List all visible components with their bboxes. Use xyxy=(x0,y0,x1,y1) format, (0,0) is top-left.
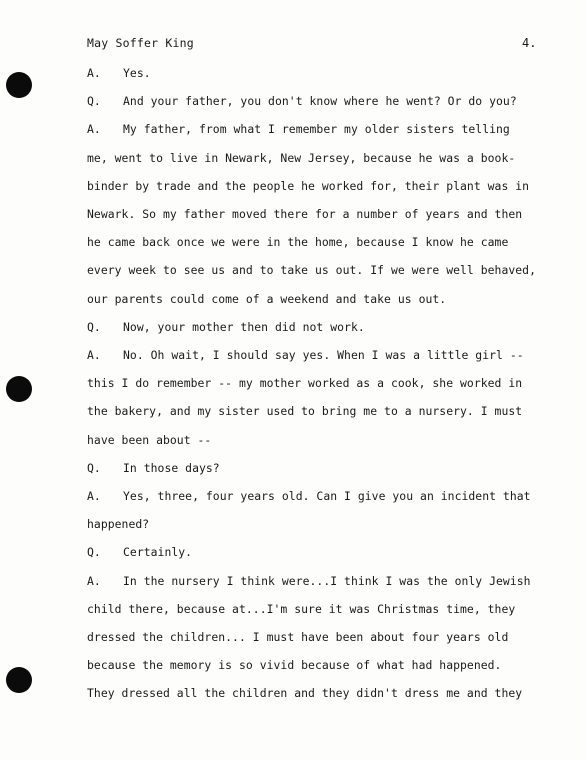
speaker-label: A. xyxy=(87,573,101,588)
speaker-label: Q. xyxy=(87,545,101,560)
speaker-label: A. xyxy=(87,122,101,137)
page-number: 4. xyxy=(522,36,537,50)
transcript-line xyxy=(87,602,515,616)
line-text: happened? xyxy=(87,517,150,532)
speaker-label: A. xyxy=(87,489,101,503)
speaker-label: A. xyxy=(87,66,101,80)
line-text: No. Oh wait, I should say yes. When I was a little girl -- xyxy=(123,348,524,362)
speaker-label: Q. xyxy=(87,319,101,334)
line-text: have been about -- xyxy=(87,432,212,447)
binder-hole-bottom xyxy=(6,667,32,693)
transcript-line xyxy=(87,489,531,503)
transcript-line xyxy=(87,263,536,277)
line-text: Newark. So my father moved there for a number of years and then xyxy=(87,207,523,221)
speaker-label: Q. xyxy=(87,460,101,475)
transcript-line xyxy=(87,630,508,644)
line-text: Certainly. xyxy=(123,545,193,560)
transcript-line xyxy=(87,66,151,80)
line-text: child there, because at...I'm sure it was Christmas time, they xyxy=(87,601,516,616)
line-text: Yes, three, four years old. Can I give you an incident that xyxy=(123,489,531,503)
line-text: My father, from what I remember my older sisters telling xyxy=(123,122,510,137)
transcript-line xyxy=(87,348,524,362)
transcript-line xyxy=(87,574,531,588)
line-text: Yes. xyxy=(123,66,151,80)
transcript-line xyxy=(87,545,192,559)
line-text: They dressed all the children and they didn't dress me and they xyxy=(87,686,523,701)
transcript-line xyxy=(87,433,211,447)
line-text: the bakery, and my sister used to bring me to a nursery. I must xyxy=(87,404,523,419)
transcript-line xyxy=(87,207,522,221)
binder-hole-top xyxy=(6,72,32,98)
line-text: dressed the children... I must have been about four years old xyxy=(87,630,509,644)
transcript-line xyxy=(87,122,510,136)
transcript-line xyxy=(87,320,365,334)
line-text: every week to see us and to take us out. If we were well behaved, xyxy=(87,263,537,278)
line-text: me, went to live in Newark, New Jersey, because he was a book- xyxy=(87,150,516,165)
header-interviewee-name: May Soffer King xyxy=(87,36,194,50)
transcript-line xyxy=(87,94,517,108)
transcript-line xyxy=(87,292,446,306)
line-text: this I do remember -- my mother worked as a cook, she worked in xyxy=(87,376,523,391)
line-text: because the memory is so vivid because of what had happened. xyxy=(87,658,502,673)
line-text: In the nursery I think were...I think I was the only Jewish xyxy=(123,573,531,588)
transcript-line xyxy=(87,686,522,700)
line-text: our parents could come of a weekend and take us out. xyxy=(87,291,447,306)
line-text: Now, your mother then did not work. xyxy=(123,319,365,334)
speaker-label: Q. xyxy=(87,94,101,109)
transcript-line xyxy=(87,517,149,531)
line-text: And your father, you don't know where he went? Or do you? xyxy=(123,94,517,109)
transcript-line xyxy=(87,235,508,249)
transcript-line xyxy=(87,404,522,418)
transcript-line xyxy=(87,461,220,475)
transcript-line xyxy=(87,179,529,193)
binder-hole-middle xyxy=(6,376,32,402)
speaker-label: A. xyxy=(87,348,101,362)
line-text: he came back once we were in the home, because I know he came xyxy=(87,235,509,250)
line-text: In those days? xyxy=(123,460,220,475)
transcript-line xyxy=(87,151,515,165)
transcript-line xyxy=(87,658,501,672)
transcript-line xyxy=(87,376,522,390)
line-text: binder by trade and the people he worked for, their plant was in xyxy=(87,178,530,193)
